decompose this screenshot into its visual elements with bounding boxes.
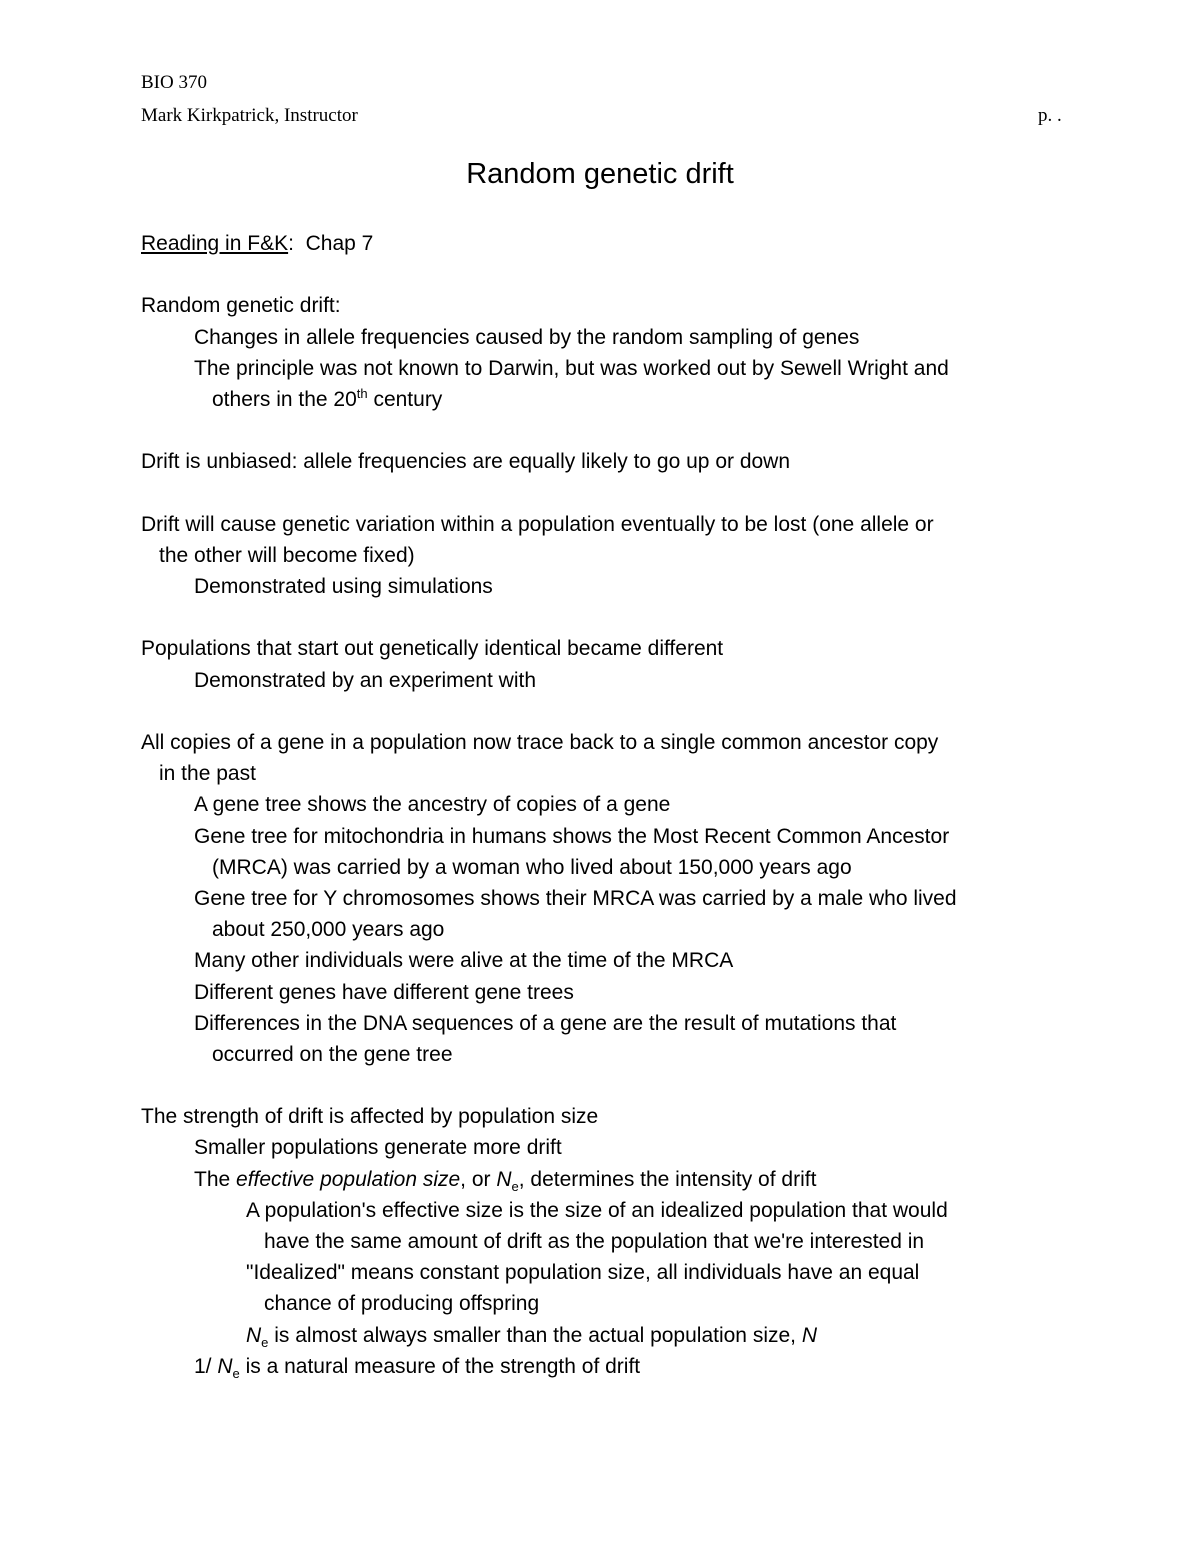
s5-line: (MRCA) was carried by a woman who lived about 150,000 years ago bbox=[212, 855, 852, 879]
reading-sep: : bbox=[288, 232, 294, 255]
s6-italic-term: effective population size bbox=[236, 1167, 461, 1191]
s3-line: Drift will cause genetic variation within a population eventually to be lost (one allele or bbox=[141, 512, 934, 536]
page-number: p. . bbox=[1038, 105, 1062, 126]
s4-line: Demonstrated by an experiment with bbox=[194, 668, 536, 692]
s6-line: Smaller populations generate more drift bbox=[194, 1136, 562, 1160]
page-title: Random genetic drift bbox=[466, 158, 734, 190]
s5-line: Differences in the DNA sequences of a gene are the result of mutations that bbox=[194, 1011, 897, 1035]
course-code: BIO 370 bbox=[141, 72, 207, 93]
s3-line: Demonstrated using simulations bbox=[194, 575, 493, 599]
s4-line: Populations that start out genetically identical became different bbox=[141, 637, 724, 661]
s6-line: chance of producing offspring bbox=[264, 1292, 540, 1316]
s6-subscript: e bbox=[232, 1365, 240, 1381]
s6-text: 1/ bbox=[194, 1354, 218, 1378]
s5-line: about 250,000 years ago bbox=[212, 918, 445, 942]
s5-line: Gene tree for mitochondria in humans shows the Most Recent Common Ancestor bbox=[194, 824, 950, 848]
s6-text: , determines the intensity of drift bbox=[518, 1167, 817, 1191]
s5-line: occurred on the gene tree bbox=[212, 1042, 453, 1066]
reading-label: Reading in F&K bbox=[141, 232, 289, 255]
s6-line bbox=[141, 1320, 1141, 1351]
s6-subscript: e bbox=[261, 1334, 269, 1350]
s5-line: in the past bbox=[159, 762, 256, 786]
s1-line bbox=[141, 384, 1141, 415]
s1-line-sup: th bbox=[356, 385, 368, 401]
s1-line-text: century bbox=[367, 387, 443, 411]
s6-line bbox=[141, 1351, 1141, 1382]
s3-line: the other will become fixed) bbox=[159, 543, 415, 567]
s1-line: Changes in allele frequencies caused by the random sampling of genes bbox=[194, 325, 860, 349]
s5-line: Gene tree for Y chromosomes shows their MRCA was carried by a male who lived bbox=[194, 886, 957, 910]
s6-line: have the same amount of drift as the population that we're interested in bbox=[264, 1230, 925, 1253]
s6-line: A population's effective size is the size of an idealized population that would bbox=[246, 1198, 948, 1222]
s6-text: is almost always smaller than the actual population size, bbox=[268, 1323, 802, 1347]
s6-symbol-n: N bbox=[496, 1167, 512, 1191]
s1-line: The principle was not known to Darwin, but was worked out by Sewell Wright and bbox=[194, 356, 949, 380]
s6-text: is a natural measure of the strength of drift bbox=[239, 1354, 641, 1378]
instructor-name: Mark Kirkpatrick, Instructor bbox=[141, 105, 358, 126]
s2-line: Drift is unbiased: allele frequencies are equally likely to go up or down bbox=[141, 450, 791, 474]
reading-line bbox=[141, 228, 1141, 259]
s5-line: All copies of a gene in a population now trace back to a single common ancestor copy bbox=[141, 731, 939, 754]
s6-line bbox=[141, 1164, 1141, 1195]
s5-line: A gene tree shows the ancestry of copies of a gene bbox=[194, 793, 671, 817]
s6-text: , or bbox=[460, 1167, 497, 1191]
s5-line: Many other individuals were alive at the time of the MRCA bbox=[194, 949, 734, 973]
s6-line: The strength of drift is affected by population size bbox=[141, 1105, 599, 1129]
reading-value: Chap 7 bbox=[305, 232, 374, 255]
s1-heading: Random genetic drift: bbox=[141, 294, 341, 318]
s6-symbol-n: N bbox=[217, 1354, 233, 1378]
s6-symbol-n: N bbox=[801, 1323, 818, 1347]
s6-subscript: e bbox=[511, 1178, 519, 1194]
document-body bbox=[141, 228, 1141, 1382]
s6-symbol-n: N bbox=[246, 1323, 262, 1347]
s1-line-text: others in the 20 bbox=[212, 387, 357, 411]
s5-line: Different genes have different gene trees bbox=[194, 980, 574, 1004]
s6-text: The bbox=[194, 1167, 237, 1191]
s6-line: "Idealized" means constant population size, all individuals have an equal bbox=[246, 1261, 920, 1285]
